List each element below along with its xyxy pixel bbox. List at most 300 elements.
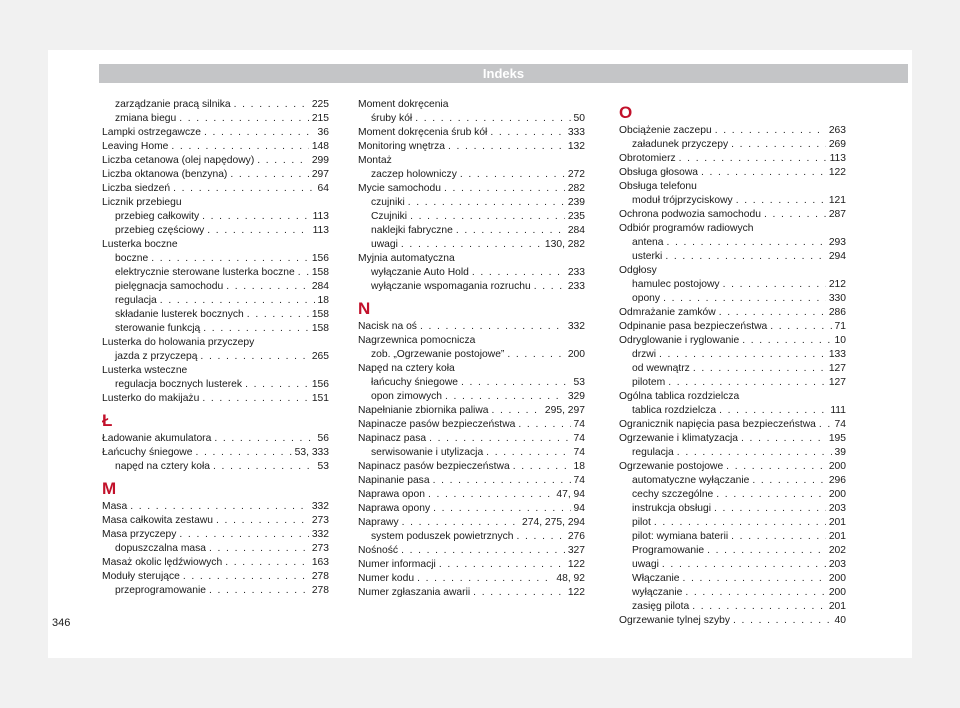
index-page-ref: 18 (573, 461, 585, 472)
dot-leader (492, 404, 542, 418)
index-subentry (619, 502, 846, 516)
index-subentry (102, 322, 329, 336)
index-page-ref: 201 (828, 517, 846, 528)
dot-leader (439, 558, 565, 572)
index-page-ref: 151 (311, 393, 329, 404)
dot-leader (460, 168, 565, 182)
index-page-ref: 200 (828, 489, 846, 500)
index-entry-text: Programowanie (632, 545, 705, 556)
index-heading: Licznik przebiegu (102, 197, 182, 208)
dot-leader (183, 570, 309, 584)
index-page-ref: 122 (567, 587, 585, 598)
dot-leader (723, 278, 826, 292)
index-entry-text: tablica rozdzielcza (632, 405, 717, 416)
index-entry-text: Ogrzewanie i klimatyzacja (619, 433, 739, 444)
dot-leader (209, 584, 309, 598)
index-subentry (102, 294, 329, 308)
index-entry-text: Naprawa opon (358, 489, 425, 500)
index-entry-text: wyłączanie (632, 587, 683, 598)
index-column-1 (102, 98, 329, 598)
index-page-ref: 203 (828, 503, 846, 514)
dot-leader (151, 252, 309, 266)
index-page-ref: 332 (567, 321, 585, 332)
index-entry-text: instrukcja obsługi (632, 503, 711, 514)
index-entry-text: Ładowanie akumulatora (102, 433, 212, 444)
dot-leader (401, 544, 565, 558)
index-entry-text: od wewnątrz (632, 363, 690, 374)
index-subentry (619, 348, 846, 362)
dot-leader (692, 600, 826, 614)
index-subentry (619, 278, 846, 292)
index-entry-text: Obrotomierz (619, 153, 676, 164)
dot-leader (742, 334, 831, 348)
index-page-ref: 200 (828, 573, 846, 584)
index-subentry (102, 252, 329, 266)
dot-leader (461, 376, 571, 390)
index-heading: Odbiór programów radiowych (619, 223, 754, 234)
index-entry-text: Odpinanie pasa bezpieczeństwa (619, 321, 768, 332)
index-page-ref: 130, 282 (544, 239, 585, 250)
index-page-ref: 235 (567, 211, 585, 222)
index-entry-text: drzwi (632, 349, 657, 360)
index-subentry (358, 530, 585, 544)
index-page-ref: 122 (567, 559, 585, 570)
index-entry-text: Lusterko do makijażu (102, 393, 200, 404)
index-entry-text: Obsługa głosowa (619, 167, 698, 178)
dot-leader (701, 166, 826, 180)
dot-leader (683, 572, 826, 586)
index-page-ref: 74 (834, 419, 846, 430)
index-page-ref: 330 (828, 293, 846, 304)
dot-leader (200, 350, 308, 364)
index-entry-text: Napinacz pasów bezpieczeństwa (358, 461, 510, 472)
index-page-ref: 18 (317, 295, 329, 306)
index-entry-text: napęd na cztery koła (115, 461, 211, 472)
dot-leader (659, 348, 826, 362)
index-subentry (619, 292, 846, 306)
index-page-ref: 263 (828, 125, 846, 136)
index-entry-text: Liczba oktanowa (benzyna) (102, 169, 228, 180)
index-page-ref: 274, 275, 294 (522, 517, 585, 528)
index-entry (102, 126, 329, 140)
index-page-ref: 269 (828, 139, 846, 150)
dot-leader (226, 280, 309, 294)
dot-leader (415, 112, 570, 126)
index-entry-text: Ogrzewanie postojowe (619, 461, 724, 472)
index-entry (358, 418, 585, 432)
index-subentry (619, 572, 846, 586)
index-entry (102, 446, 329, 460)
index-page-ref: 225 (311, 99, 329, 110)
index-subentry (619, 250, 846, 264)
index-page-ref: 113 (312, 225, 329, 236)
index-subentry (619, 446, 846, 460)
dot-leader (247, 308, 309, 322)
index-subentry (102, 378, 329, 392)
index-heading: Odgłosy (619, 265, 657, 276)
index-subentry (102, 308, 329, 322)
dot-leader (173, 182, 314, 196)
index-page-ref: 53 (573, 377, 585, 388)
dot-leader (179, 112, 309, 126)
index-entry-text: opony (632, 293, 661, 304)
dot-leader (245, 378, 309, 392)
index-page-ref: 293 (828, 237, 846, 248)
index-entry-text: Mycie samochodu (358, 183, 441, 194)
index-entry (358, 586, 585, 600)
index-entry-text: Moduły sterujące (102, 571, 180, 582)
index-subentry (102, 584, 329, 598)
index-page-ref: 158 (311, 309, 329, 320)
dot-leader (444, 182, 565, 196)
index-entry-text: regulacja (632, 447, 674, 458)
index-page-ref: 127 (828, 363, 846, 374)
index-entry-text: elektrycznie sterowane lusterka boczne (115, 267, 295, 278)
index-entry-text: Numer kodu (358, 573, 415, 584)
index-entry-text: przeprogramowanie (115, 585, 207, 596)
index-entry-text: przebieg całkowity (115, 211, 200, 222)
index-entry-text: uwagi (632, 559, 659, 570)
index-section-letter: N (358, 299, 371, 318)
index-entry-text: uwagi (371, 239, 398, 250)
index-page-ref: 282 (567, 183, 585, 194)
index-subentry (358, 224, 585, 238)
dot-leader (456, 224, 565, 238)
index-entry (619, 320, 846, 334)
index-page-ref: 71 (834, 321, 846, 332)
index-entry (358, 502, 585, 516)
index-entry-text: jazda z przyczepą (115, 351, 198, 362)
index-subentry (619, 236, 846, 250)
index-page-ref: 239 (567, 197, 585, 208)
index-page-ref: 10 (834, 335, 846, 346)
index-heading: Napęd na cztery koła (358, 363, 455, 374)
index-entry (358, 432, 585, 446)
index-page-ref: 212 (828, 279, 846, 290)
dot-leader (433, 474, 571, 488)
index-heading: Lusterka do holowania przyczepy (102, 337, 255, 348)
index-entry (619, 124, 846, 138)
dot-leader (715, 124, 826, 138)
index-page-ref: 195 (828, 433, 846, 444)
dot-leader (204, 126, 315, 140)
index-page-ref: 50 (573, 113, 585, 124)
index-page-ref: 329 (567, 391, 585, 402)
index-page-ref: 333 (567, 127, 585, 138)
page-header-title: Indeks (99, 64, 908, 83)
index-entry-text: zob. „Ogrzewanie postojowe” (371, 349, 505, 360)
index-subentry (358, 446, 585, 460)
dot-leader (160, 294, 315, 308)
dot-leader (752, 474, 825, 488)
index-subentry (358, 168, 585, 182)
dot-leader (665, 250, 825, 264)
index-page-ref: 74 (573, 475, 585, 486)
dot-leader (417, 572, 553, 586)
index-subentry (358, 266, 585, 280)
dot-leader (667, 236, 826, 250)
index-subentry (102, 542, 329, 556)
dot-leader (420, 320, 565, 334)
dot-leader (472, 266, 565, 280)
index-subentry (102, 210, 329, 224)
dot-leader (225, 556, 309, 570)
index-subentry (619, 558, 846, 572)
index-heading: Lusterka wsteczne (102, 365, 188, 376)
dot-leader (517, 530, 565, 544)
index-entry (358, 140, 585, 154)
index-entry-text: Łańcuchy śniegowe (102, 447, 193, 458)
index-page-ref: 297 (311, 169, 329, 180)
index-heading: Nagrzewnica pomocnicza (358, 335, 476, 346)
dot-leader (714, 502, 826, 516)
index-entry-text: Włączanie (632, 573, 680, 584)
dot-leader (731, 530, 826, 544)
dot-leader (298, 266, 309, 280)
index-page-ref: 94 (573, 503, 585, 514)
index-page-ref: 74 (573, 433, 585, 444)
dot-leader (234, 98, 309, 112)
index-heading: Ogólna tablica rozdzielcza (619, 391, 740, 402)
index-section-letter: M (102, 479, 117, 498)
index-heading: Obsługa telefonu (619, 181, 697, 192)
index-entry-text: składanie lusterek bocznych (115, 309, 244, 320)
index-entry-text: hamulec postojowy (632, 279, 720, 290)
index-entry-text: Odryglowanie i ryglowanie (619, 335, 740, 346)
index-page-ref: 48, 92 (556, 573, 585, 584)
dot-leader (726, 460, 826, 474)
dot-leader (402, 516, 519, 530)
index-entry (619, 418, 846, 432)
dot-leader (716, 488, 826, 502)
index-subentry (619, 586, 846, 600)
dot-leader (736, 194, 826, 208)
index-page-ref: 132 (567, 141, 585, 152)
index-entry-text: antena (632, 237, 664, 248)
index-entry (102, 392, 329, 406)
index-entry-text: Obciążenie zaczepu (619, 125, 712, 136)
index-entry-text: pilot: wymiana baterii (632, 531, 729, 542)
dot-leader (216, 514, 309, 528)
index-entry (358, 460, 585, 474)
index-entry-text: Napinanie pasa (358, 475, 430, 486)
index-entry-text: automatyczne wyłączanie (632, 475, 750, 486)
index-page-ref: 39 (834, 447, 846, 458)
index-subentry (358, 210, 585, 224)
index-page-ref: 332 (311, 529, 329, 540)
index-page-ref: 286 (828, 307, 846, 318)
index-entry-text: Numer informacji (358, 559, 436, 570)
dot-leader (731, 138, 826, 152)
index-column-3 (619, 98, 846, 628)
index-subentry (619, 516, 846, 530)
index-entry-text: Liczba cetanowa (olej napędowy) (102, 155, 255, 166)
index-entry (358, 544, 585, 558)
index-page-ref: 127 (828, 377, 846, 388)
dot-leader (507, 348, 564, 362)
index-page-ref: 113 (312, 211, 329, 222)
dot-leader (195, 446, 291, 460)
index-entry (358, 516, 585, 530)
index-page-ref: 202 (828, 545, 846, 556)
index-page-ref: 233 (567, 281, 585, 292)
index-subentry (619, 376, 846, 390)
index-page-ref: 200 (828, 587, 846, 598)
index-entry (358, 182, 585, 196)
index-entry-text: łańcuchy śniegowe (371, 377, 459, 388)
dot-leader (654, 516, 826, 530)
page-number: 346 (52, 617, 71, 629)
index-entry (358, 488, 585, 502)
index-page-ref: 294 (828, 251, 846, 262)
index-entry-text: moduł trójprzyciskowy (632, 195, 733, 206)
index-page-ref: 47, 94 (556, 489, 585, 500)
dot-leader (207, 224, 309, 238)
index-entry-text: Czujniki (371, 211, 408, 222)
index-entry-text: regulacja bocznych lusterek (115, 379, 243, 390)
index-page-ref: 273 (311, 543, 329, 554)
index-entry (102, 154, 329, 168)
dot-leader (719, 404, 827, 418)
index-heading: Montaż (358, 155, 392, 166)
index-page-ref: 287 (828, 209, 846, 220)
index-entry (102, 168, 329, 182)
index-subentry (619, 474, 846, 488)
index-entry (102, 556, 329, 570)
index-subentry (358, 390, 585, 404)
index-page-ref: 56 (317, 433, 329, 444)
dot-leader (473, 586, 565, 600)
index-entry-text: cechy szczególne (632, 489, 714, 500)
index-entry-text: zmiana biegu (115, 113, 177, 124)
index-subentry (358, 376, 585, 390)
index-entry-text: serwisowanie i utylizacja (371, 447, 484, 458)
index-page-ref: 163 (311, 557, 329, 568)
index-page-ref: 272 (567, 169, 585, 180)
index-page-ref: 200 (567, 349, 585, 360)
index-subentry (102, 280, 329, 294)
index-entry-text: Ogranicznik napięcia pasa bezpieczeństwa (619, 419, 816, 430)
index-page-ref: 148 (311, 141, 329, 152)
index-entry-text: Monitoring wnętrza (358, 141, 445, 152)
index-page-ref: 201 (828, 531, 846, 542)
index-subentry (619, 404, 846, 418)
dot-leader (202, 210, 309, 224)
index-entry-text: zarządzanie pracą silnika (115, 99, 231, 110)
dot-leader (685, 586, 825, 600)
index-entry-text: wyłączanie Auto Hold (371, 267, 469, 278)
dot-leader (677, 446, 832, 460)
index-entry-text: Masa (102, 501, 128, 512)
index-subentry (358, 112, 585, 126)
dot-leader (130, 500, 309, 514)
dot-leader (513, 460, 571, 474)
index-entry-text: czujniki (371, 197, 405, 208)
index-page-ref: 40 (834, 615, 846, 626)
index-entry-text: Ochrona podwozia samochodu (619, 209, 761, 220)
index-subentry (358, 196, 585, 210)
dot-leader (213, 460, 315, 474)
dot-leader (230, 168, 308, 182)
index-subentry (619, 544, 846, 558)
index-page-ref: 74 (573, 447, 585, 458)
index-page-ref: 111 (830, 405, 846, 416)
index-page-ref: 121 (828, 195, 846, 206)
index-entry-text: wyłączanie wspomagania rozruchu (371, 281, 531, 292)
index-subentry (619, 530, 846, 544)
index-page-ref: 273 (311, 515, 329, 526)
index-page-ref: 201 (828, 601, 846, 612)
dot-leader (679, 152, 827, 166)
index-entry (358, 558, 585, 572)
dot-leader (408, 196, 565, 210)
index-entry-text: dopuszczalna masa (115, 543, 207, 554)
index-heading: Myjnia automatyczna (358, 253, 455, 264)
index-subentry (102, 266, 329, 280)
index-entry (102, 432, 329, 446)
index-column-2 (358, 98, 585, 600)
index-entry-text: usterki (632, 251, 663, 262)
index-entry (619, 614, 846, 628)
dot-leader (693, 362, 826, 376)
index-page-ref: 278 (311, 571, 329, 582)
index-page-ref: 295, 297 (544, 405, 585, 416)
index-entry-text: opon zimowych (371, 391, 442, 402)
index-entry (619, 432, 846, 446)
dot-leader (448, 140, 565, 154)
index-entry-text: Nośność (358, 545, 399, 556)
index-subentry (619, 600, 846, 614)
index-entry (358, 404, 585, 418)
index-entry-text: Moment dokręcenia śrub kół (358, 127, 488, 138)
index-entry-text: Naprawy (358, 517, 399, 528)
index-heading: Moment dokręcenia (358, 99, 449, 110)
dot-leader (741, 432, 826, 446)
index-entry-text: boczne (115, 253, 149, 264)
dot-leader (429, 432, 570, 446)
index-page-ref: 158 (311, 267, 329, 278)
index-entry-text: Liczba siedzeń (102, 183, 171, 194)
dot-leader (490, 126, 564, 140)
index-subentry (358, 348, 585, 362)
dot-leader (719, 306, 826, 320)
index-heading: Lusterka boczne (102, 239, 178, 250)
index-page-ref: 284 (311, 281, 329, 292)
index-entry (102, 140, 329, 154)
index-subentry (619, 488, 846, 502)
index-page-ref: 215 (311, 113, 329, 124)
dot-leader (179, 528, 308, 542)
index-subentry (619, 138, 846, 152)
dot-leader (203, 322, 309, 336)
dot-leader (668, 376, 826, 390)
dot-leader (445, 390, 565, 404)
index-entry-text: pilot (632, 517, 651, 528)
index-page-ref: 53 (317, 461, 329, 472)
index-page-ref: 327 (567, 545, 585, 556)
dot-leader (202, 392, 309, 406)
index-subentry (102, 460, 329, 474)
index-subentry (102, 112, 329, 126)
index-entry-text: Masaż okolic lędźwiowych (102, 557, 223, 568)
index-page-ref: 203 (828, 559, 846, 570)
index-entry (619, 152, 846, 166)
index-subentry (102, 224, 329, 238)
index-entry-text: Numer zgłaszania awarii (358, 587, 471, 598)
index-entry-text: Leaving Home (102, 141, 169, 152)
index-entry (619, 208, 846, 222)
index-section-letter: Ł (102, 411, 113, 430)
